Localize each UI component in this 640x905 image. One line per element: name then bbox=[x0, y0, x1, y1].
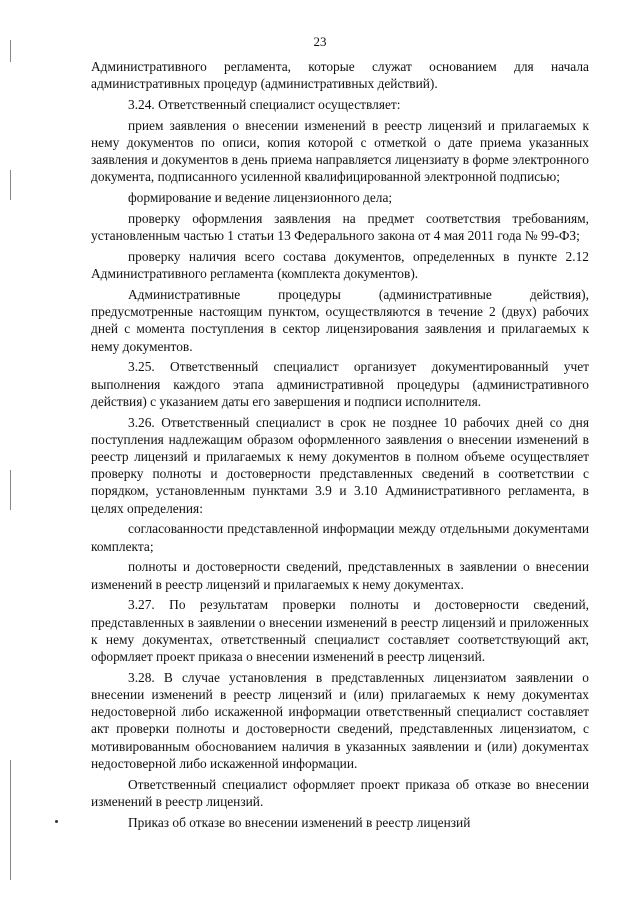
paragraph: согласованности представленной информации между отдельными документами комплекта; bbox=[91, 521, 589, 554]
scan-margin-mark bbox=[10, 470, 11, 510]
scan-margin-mark bbox=[10, 40, 11, 62]
page-number: 23 bbox=[313, 34, 327, 49]
document-body bbox=[91, 58, 589, 834]
paragraph: Ответственный специалист оформляет проект приказа об отказе во внесении изменений в реестр лицензий. bbox=[91, 776, 589, 809]
scan-margin-mark bbox=[10, 170, 11, 200]
paragraph: 3.25. Ответственный специалист организует документированный учет выполнения каждого этапа административной процедуры (административного действия) с указанием даты его завершения и подписи исполнителя. bbox=[91, 359, 589, 409]
paragraph: Приказ об отказе во внесении изменений в реестр лицензий bbox=[128, 814, 471, 830]
paragraph: Административные процедуры (административные действия), предусмотренные настоящим пунктом, осуществляются в течение 2 (двух) рабочих дней с момента поступления в сектор лицензирования заявления и прилагаемых к нему документов. bbox=[91, 287, 589, 354]
paragraph: полноты и достоверности сведений, представленных в заявлении о внесении изменений в реестр лицензий и прилагаемых к нему документах. bbox=[91, 559, 589, 592]
paragraph: 3.27. По результатам проверки полноты и достоверности сведений, представленных в заявлении о внесении изменений в реестр лицензий и приложенных к нему документах, ответственный специалист составляет соответствующий акт, оформляет проект приказа о внесении изменений в реестр лицензий. bbox=[91, 597, 589, 665]
paragraph: 3.26. Ответственный специалист в срок не позднее 10 рабочих дней со дня поступления надлежащим образом оформленного заявления о внесении изменений в реестр лицензий и прилагаемых к нему документов в полном объеме осуществляет проверку полноты и достоверности представленных сведений в соответствии с порядком, установленным пунктами 3.9 и 3.10 Административного регламента, в целях определения: bbox=[91, 414, 589, 516]
scan-dot bbox=[55, 820, 58, 823]
paragraph: формирование и ведение лицензионного дела; bbox=[128, 190, 393, 206]
paragraph: проверку оформления заявления на предмет соответствия требованиям, установленным частью 1 статьи 13 Федерального закона от 4 мая 2011 года № 99-ФЗ; bbox=[91, 211, 589, 244]
paragraph: 3.28. В случае установления в представленных лицензиатом заявлении о внесении изменений в реестр лицензий и (или) прилагаемых к нему документах недостоверной либо искаженной информации ответственный специалист составляет акт проверки полноты и достоверности сведений, представленных лицензиатом, с мотивированным обоснованием наличия в указанных заявлении и (или) документах недостоверной либо искаженной информации. bbox=[91, 669, 589, 771]
paragraph: Административного регламента, которые служат основанием для начала административных процедур (административных действий). bbox=[91, 59, 589, 92]
scan-margin-mark bbox=[10, 760, 11, 880]
paragraph: проверку наличия всего состава документов, определенных в пункте 2.12 Административного регламента (комплекта документов). bbox=[91, 249, 589, 282]
paragraph: 3.24. Ответственный специалист осуществляет: bbox=[128, 97, 401, 112]
paragraph: прием заявления о внесении изменений в реестр лицензий и прилагаемых к нему документов по описи, копия которой с отметкой о дате приема указанных заявления и документов в день приема направляется лицензиату в форме электронного документа, подписанного усиленной квалифицированной электронной подписью; bbox=[91, 117, 589, 185]
